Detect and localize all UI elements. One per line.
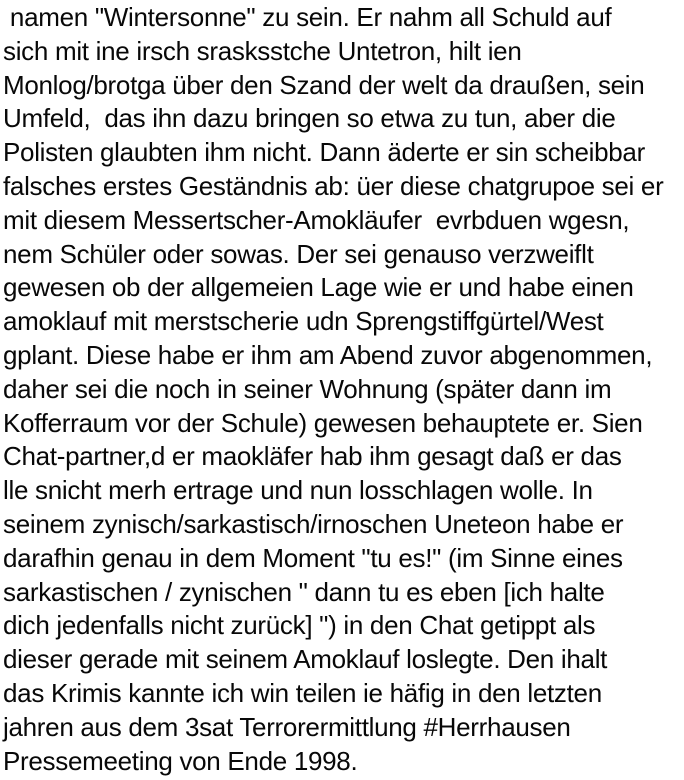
text-line: daher sei die noch in seiner Wohnung (später dann im <box>3 373 612 404</box>
text-line: gplant. Diese habe er ihm am Abend zuvor abgenommen, <box>3 339 653 370</box>
text-line: mit diesem Messertscher-Amokläufer evrbduen wgesn, <box>3 204 630 235</box>
text-line: amoklauf mit merstscherie udn Sprengstiffgürtel/West <box>3 306 604 337</box>
text-line: nem Schüler oder sowas. Der sei genauso verzweiflt <box>3 238 594 269</box>
text-line: Pressemeeting von Ende 1998. <box>3 745 358 776</box>
text-line: jahren aus dem 3sat Terrorermittlung #Herrhausen <box>3 711 571 742</box>
text-line: sarkastischen / zynischen " dann tu es eben [ich halte <box>3 576 605 607</box>
text-line: seinem zynisch/sarkastisch/irnoschen Uneteon habe er <box>3 508 624 539</box>
text-line: falsches erstes Geständnis ab: üer diese chatgrupoe sei er <box>3 170 664 201</box>
text-line: Polisten glaubten ihm nicht. Dann äderte er sin scheibbar <box>3 137 645 168</box>
text-line: dieser gerade mit seinem Amoklauf loslegte. Den ihalt <box>3 644 608 675</box>
text-line: Monlog/brotga über den Szand der welt da draußen, sein <box>3 69 645 100</box>
text-line: namen "Wintersonne" zu sein. Er nahm all Schuld auf <box>3 2 612 32</box>
text-line: lle snicht merh ertrage und nun losschlagen wolle. In <box>3 475 593 506</box>
text-line: dich jedenfalls nicht zurück] ") in den Chat getippt als <box>3 610 596 641</box>
text-line: sich mit ine irsch srasksstche Untetron, hilt ien <box>3 35 522 66</box>
text-line: Kofferraum vor der Schule) gewesen behauptete er. Sien <box>3 407 643 438</box>
text-line: das Krimis kannte ich win teilen ie häfig in den letzten <box>3 677 602 708</box>
text-line: darafhin genau in dem Moment "tu es!" (im Sinne eines <box>3 542 623 573</box>
text-line: Chat-partner,d er maokläfer hab ihm gesagt daß er das <box>3 441 622 472</box>
text-line: gewesen ob der allgemeien Lage wie er und habe einen <box>3 272 634 303</box>
text-line: Umfeld, das ihn dazu bringen so etwa zu tun, aber die <box>3 103 616 134</box>
